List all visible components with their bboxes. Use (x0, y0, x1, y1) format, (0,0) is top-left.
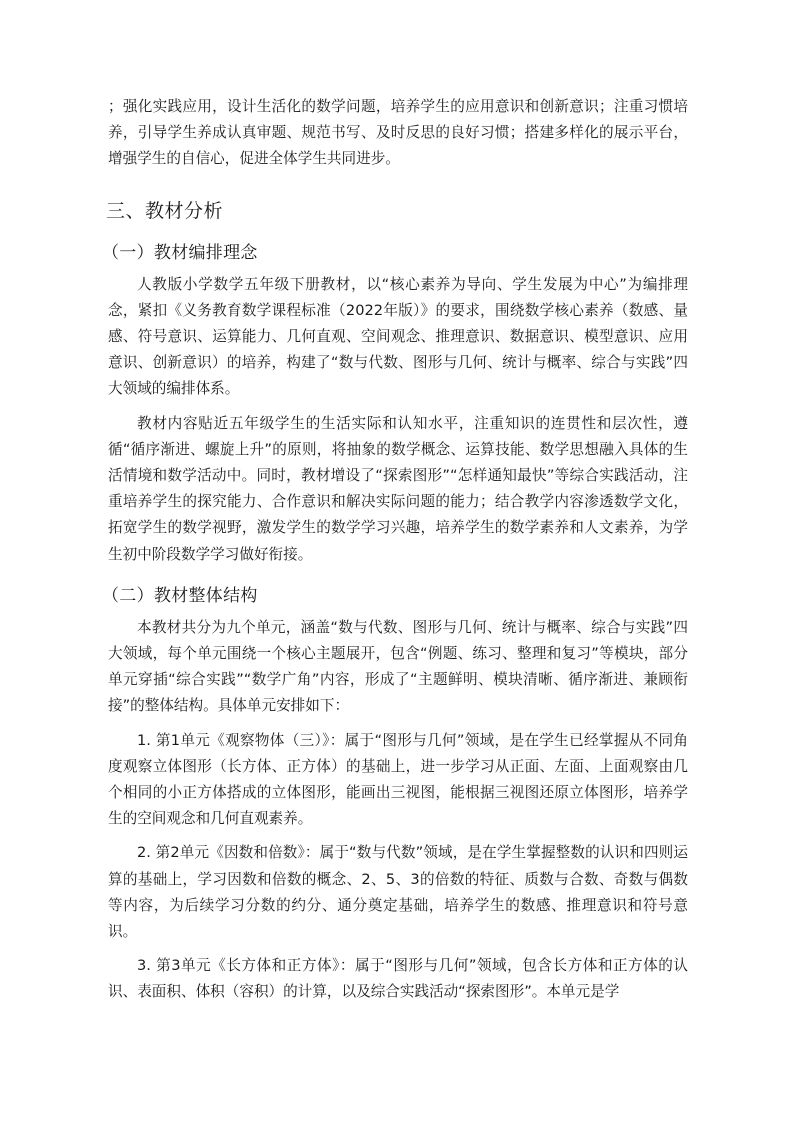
document-page (102, 94, 688, 1006)
unit-3-paragraph: 3. 第3单元《长方体和正方体》：属于“图形与几何”领域，包含长方体和正方体的认识、表面积、体积（容积）的计算，以及综合实践活动“探索图形”。本单元是学 (108, 957, 688, 1001)
subsection-heading-overall-structure: （二）教材整体结构 (102, 585, 258, 606)
subsection-heading-arrangement-concept: （一）教材编排理念 (102, 242, 258, 263)
intro-paragraph: ；强化实践应用，设计生活化的数学问题，培养学生的应用意识和创新意识；注重习惯培养，引导学生养成认真审题、规范书写、及时反思的良好习惯；搭建多样化的展示平台，增强学生的自信心，促进全体学生共同进步。 (108, 98, 688, 168)
concept-paragraph-1: 人教版小学数学五年级下册教材，以“核心素养为导向、学生发展为中心”为编排理念，紧扣《义务教育数学课程标准（2022年版）》的要求，围绕数学核心素养（数感、量感、符号意识、运算能力、几何直观、空间观念、推理意识、数据意识、模型意识、应用意识、创新意识）的培养，构建了“数与代数、图形与几何、统计与概率、综合与实践”四大领域的编排体系。 (108, 275, 688, 398)
concept-paragraph-2: 教材内容贴近五年级学生的生活实际和认知水平，注重知识的连贯性和层次性，遵循“循序渐进、螺旋上升”的原则，将抽象的数学概念、运算技能、数学思想融入具体的生活情境和数学活动中。同时，教材增设了“探索图形”“怎样通知最快”等综合实践活动，注重培养学生的探究能力、合作意识和解决实际问题的能力；结合教学内容渗透数学文化，拓宽学生的数学视野，激发学生的数学学习兴趣，培养学生的数学素养和人文素养，为学生初中阶段数学学习做好衔接。 (108, 414, 688, 563)
section-heading-textbook-analysis: 三、教材分析 (106, 199, 224, 222)
unit-1-paragraph: 1. 第1单元《观察物体（三）》：属于“图形与几何”领域，是在学生已经掌握从不同角度观察立体图形（长方体、正方体）的基础上，进一步学习从正面、左面、上面观察由几个相同的小正方体搭成的立体图形，能画出三视图，能根据三视图还原立体图形，培养学生的空间观念和几何直观素养。 (108, 731, 688, 828)
unit-2-paragraph: 2. 第2单元《因数和倍数》：属于“数与代数”领域，是在学生掌握整数的认识和四则运算的基础上，学习因数和倍数的概念、2、5、3的倍数的特征、质数与合数、奇数与偶数等内容，为后续学习分数的约分、通分奠定基础，培养学生的数感、推理意识和符号意识。 (108, 844, 688, 941)
structure-paragraph-intro: 本教材共分为九个单元，涵盖“数与代数、图形与几何、统计与概率、综合与实践”四大领域，每个单元围绕一个核心主题展开，包含“例题、练习、整理和复习”等模块，部分单元穿插“综合实践”“数学广角”内容，形成了“主题鲜明、模块清晰、循序渐进、兼顾衔接”的整体结构。具体单元安排如下： (108, 618, 688, 715)
